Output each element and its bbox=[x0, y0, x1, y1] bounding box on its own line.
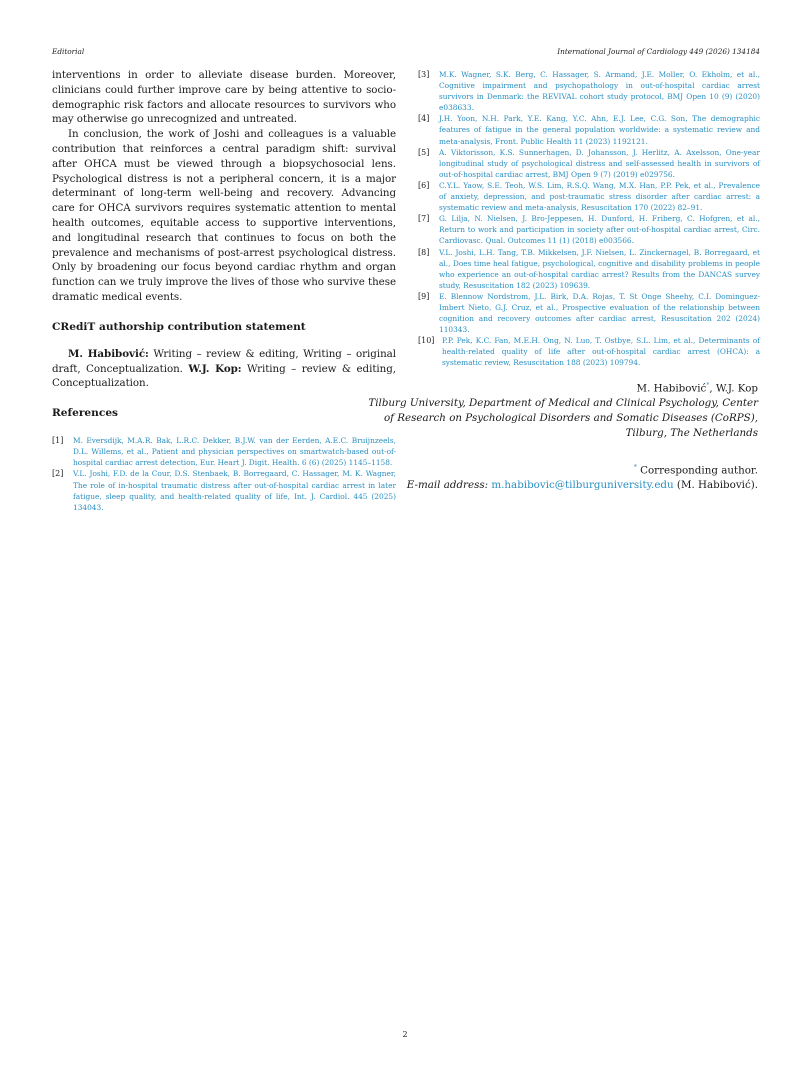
affiliation-line-1: Tilburg University, Department of Medical and Clinical Psychology, Center bbox=[368, 397, 758, 410]
page-number: 2 bbox=[402, 1030, 408, 1039]
reference-link[interactable]: C.Y.L. Yaow, S.E. Teoh, W.S. Lim, R.S.Q. Wang, M.X. Han, P.P. Pek, et al., Prevalence of anxiety, depression, and post-traumatic stress disorder after cardiac arrest: a systematic review and meta-analysis, Resuscitation 170 (2022) 82–91. bbox=[439, 180, 760, 213]
reference-number: [7] bbox=[418, 214, 430, 224]
credit-statement bbox=[52, 347, 396, 391]
credit-heading: CRediT authorship contribution statement bbox=[52, 320, 306, 333]
signature-author-2: , W.J. Kop bbox=[709, 382, 758, 395]
author-signature-block bbox=[358, 379, 758, 493]
reference-link[interactable]: E. Blennow Nordstrom, J.L. Birk, D.A. Rojas, T. St Onge Sheehy, C.I. Dominguez-Imbert Nieto, G.J. Cruz, et al., Prospective evaluation of the relationship between cognition and recovery outcomes after cardiac arrest, Resuscitation 202 (2024) 110343. bbox=[439, 291, 760, 335]
corresponding-note-text: Corresponding author. bbox=[636, 464, 758, 477]
reference-number: [6] bbox=[418, 180, 430, 190]
reference-link[interactable]: V.L. Joshi, F.D. de la Cour, D.S. Stenbaek, B. Borregaard, C. Hassager, M. K. Wagner, The role of in-hospital traumatic distress after out-of-hospital cardiac arrest in later fatigue, sleep quality, and health-related quality of life, Int. J. Cardiol. 445 (2025) 134043. bbox=[73, 469, 396, 512]
reference-link[interactable]: G. Lilja, N. Nielsen, J. Bro-Jeppesen, H. Dunford, H. Friberg, C. Hofgren, et al., Return to work and participation in society after out-of-hospital cardiac arrest, Circ. Cardiovasc. Qual. Outcomes 11 (1) (2018) e003566. bbox=[439, 214, 760, 246]
reference-link[interactable]: M.K. Wagner, S.K. Berg, C. Hassager, S. Armand, J.E. Moller, O. Ekholm, et al., Cognitive impairment and psychopathology in out-of-hospital cardiac arrest survivors in Denmark: the REVIVAL cohort study protocol, BMJ Open 10 (9) (2020) e038633. bbox=[439, 70, 760, 113]
body-paragraph-1: interventions in order to alleviate disease burden. Moreover, clinicians could further improve care by being attentive to socio-demographic risk factors and allocate resources to survivors who may otherwise go unrecognized and untreated. bbox=[52, 69, 396, 126]
reference-item bbox=[418, 113, 760, 146]
credit-author-2: W.J. Kop: bbox=[188, 362, 242, 375]
left-column bbox=[52, 68, 396, 513]
email-link[interactable]: m.habibovic@tilburguniversity.edu bbox=[491, 478, 674, 491]
right-column bbox=[418, 69, 760, 369]
reference-link[interactable]: A. Viktorisson, K.S. Sunnerhagen, D. Johansson, J. Herlitz, A. Axelsson, One-year longitudinal study of psychological distress and self-assessed health in survivors of out-of-hospital cardiac arrest, BMJ Open 9 (7) (2019) e029756. bbox=[439, 147, 760, 179]
references-heading: References bbox=[52, 407, 119, 420]
reference-item bbox=[52, 435, 396, 468]
reference-list-right bbox=[418, 69, 760, 369]
email-owner: (M. Habibović). bbox=[673, 478, 758, 491]
corresponding-author-marker[interactable]: * bbox=[706, 382, 710, 389]
reference-item bbox=[418, 180, 760, 213]
reference-item bbox=[418, 247, 760, 291]
credit-author-1-roles: Writing – review & editing, Writing – original draft, Conceptualization. bbox=[52, 347, 396, 375]
running-head-journal: International Journal of Cardiology 449 (2026) 134184 bbox=[557, 47, 760, 56]
body-paragraph-2: In conclusion, the work of Joshi and colleagues is a valuable contribution that reinforces a central paradigm shift: survival after OHCA must be viewed through a biopsychosocial lens. Psychological distress is not a peripheral concern, it is a major determinant of long-term well-being and recovery. Advancing care for OHCA survivors requires systematic attention to mental health outcomes, equitable access to supportive interventions, and longitudinal research that continues to focus on both the prevalence and mechanisms of post-arrest psychological distress. Only by broadening our focus beyond cardiac rhythm and organ function can we truly improve the lives of those who survive these dramatic medical events. bbox=[52, 128, 396, 303]
credit-author-1: M. Habibović: bbox=[68, 347, 149, 360]
reference-item bbox=[418, 147, 760, 180]
reference-number: [10] bbox=[418, 336, 435, 346]
reference-number: [3] bbox=[418, 70, 430, 79]
reference-number: [2] bbox=[52, 469, 64, 479]
reference-item bbox=[418, 69, 760, 113]
reference-number: [4] bbox=[418, 114, 430, 124]
reference-item bbox=[418, 335, 760, 368]
email-line bbox=[358, 478, 758, 493]
running-head-section: Editorial bbox=[52, 47, 85, 56]
reference-item bbox=[52, 468, 396, 512]
reference-list-left bbox=[52, 435, 396, 513]
reference-link[interactable]: V.L. Joshi, L.H. Tang, T.B. Mikkelsen, J.F. Nielsen, L. Zinckernagel, B. Borregaard, et al., Does time heal fatigue, psychological, cognitive and disability problems in people who experience an out-of-hospital cardiac arrest? Results from the DANCAS survey study, Resuscitation 182 (2023) 109639. bbox=[439, 247, 760, 290]
reference-number: [9] bbox=[418, 291, 430, 301]
reference-number: [8] bbox=[418, 247, 430, 257]
signature-author-1: M. Habibović bbox=[636, 382, 707, 395]
affiliation-line-3: Tilburg, The Netherlands bbox=[625, 426, 758, 439]
affiliation-line-2: of Research on Psychological Disorders and Somatic Diseases (CoRPS), bbox=[383, 412, 758, 425]
reference-item bbox=[418, 291, 760, 335]
reference-number: [1] bbox=[52, 436, 64, 446]
reference-link[interactable]: P.P. Pek, K.C. Fan, M.E.H. Ong, N. Luo, T. Ostbye, S.L. Lim, et al., Determinants of health-related quality of life after out-of-hospital cardiac arrest (OHCA): a systematic review, Resuscitation 188 (2023) 109794. bbox=[442, 336, 760, 368]
reference-number: [5] bbox=[418, 147, 430, 157]
corresponding-marker: * bbox=[633, 463, 637, 471]
corresponding-author-note bbox=[358, 461, 758, 478]
reference-link[interactable]: J.H. Yoon, N.H. Park, Y.E. Kang, Y.C. Ahn, E.J. Lee, C.G. Son, The demographic features of fatigue in the general population worldwide: a systematic review and meta-analysis, Front. Public Health 11 (2023) 1192121. bbox=[439, 114, 760, 146]
reference-item bbox=[418, 213, 760, 246]
email-label: E-mail address: bbox=[406, 478, 489, 491]
credit-author-2-roles: Writing – review & editing, Conceptualization. bbox=[52, 362, 396, 390]
reference-link[interactable]: M. Eversdijk, M.A.R. Bak, L.R.C. Dekker, B.J.W. van der Eerden, A.E.C. Bruijnzeels, D.L. Willems, et al., Patient and physician perspectives on smartwatch-based out-of-hospital cardiac arrest detection, Eur. Heart J. Digit. Health. 6 (6) (2025) 1145–1158. bbox=[73, 436, 396, 468]
signature-authors bbox=[358, 379, 758, 396]
